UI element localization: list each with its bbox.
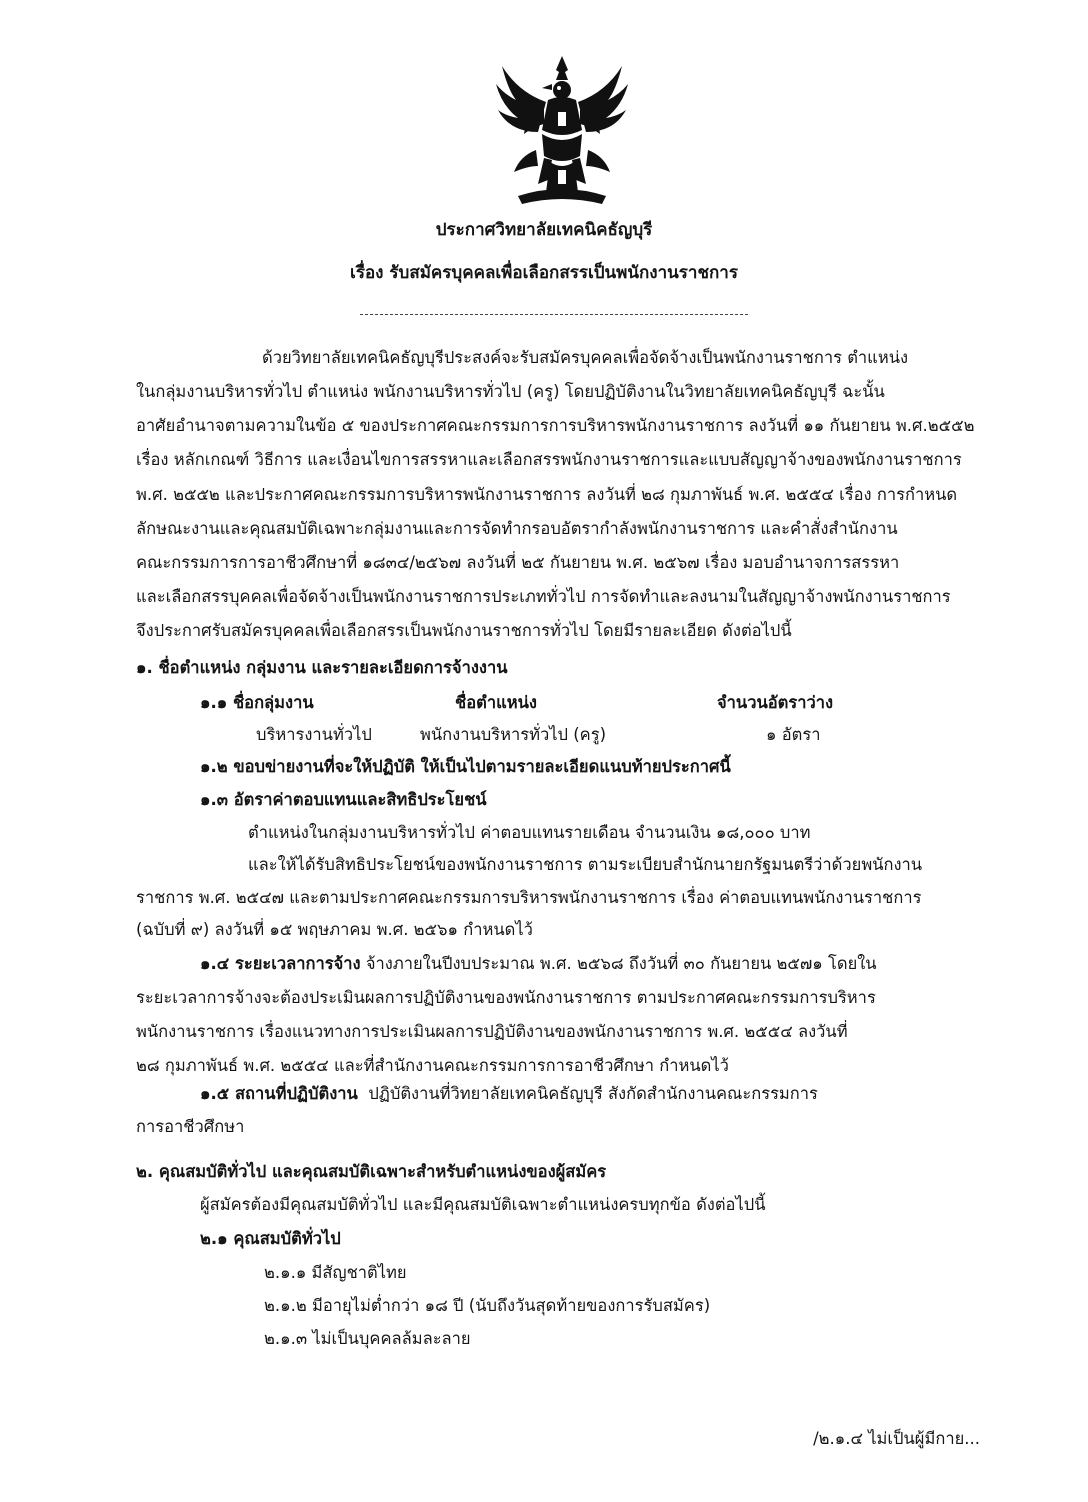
- section-1-4-label: ๑.๔ ระยะเวลาการจ้าง: [200, 954, 361, 973]
- intro-line: ในกลุ่มงานบริหารทั่วไป ตำแหน่ง พนักงานบริหารทั่วไป (ครู) โดยปฏิบัติงานในวิทยาลัยเทคนิคธัญบุรี ฉะนั้น: [136, 382, 885, 401]
- position-table-row: [200, 722, 860, 746]
- section-1-heading: ๑. ชื่อตำแหน่ง กลุ่มงาน และรายละเอียดการจ้างงาน: [136, 658, 508, 677]
- position-table-header: [200, 690, 860, 714]
- section-1-3-heading: ๑.๓ อัตราค่าตอบแทนและสิทธิประโยชน์: [200, 790, 487, 809]
- section-1-5-line: การอาชีวศึกษา: [136, 1117, 245, 1136]
- intro-line: และเลือกสรรบุคคลเพื่อจัดจ้างเป็นพนักงานราชการประเภททั่วไป การจัดทำและลงนามในสัญญาจ้างพนักงานราชการ: [136, 587, 951, 606]
- intro-line: เรื่อง หลักเกณฑ์ วิธีการ และเงื่อนไขการสรรหาและเลือกสรรพนักงานราชการและแบบสัญญาจ้างของพนักงานราชการ: [136, 450, 962, 469]
- cell-group: บริหารงานทั่วไป: [256, 725, 372, 744]
- intro-line: พ.ศ. ๒๕๕๒ และประกาศคณะกรรมการบริหารพนักงานราชการ ลงวันที่ ๒๘ กุมภาพันธ์ พ.ศ. ๒๕๕๔ เรื่อง การกำหนด: [136, 485, 958, 504]
- divider: [360, 314, 748, 315]
- section-2-intro: ผู้สมัครต้องมีคุณสมบัติทั่วไป และมีคุณสมบัติเฉพาะตำแหน่งครบทุกข้อ ดังต่อไปนี้: [200, 1195, 766, 1214]
- announcement-subject: เรื่อง รับสมัครบุคคลเพื่อเลือกสรรเป็นพนักงานราชการ: [350, 263, 738, 283]
- announcement-title: ประกาศวิทยาลัยเทคนิคธัญบุรี: [435, 220, 653, 240]
- intro-line: คณะกรรมการการอาชีวศึกษาที่ ๑๘๓๔/๒๕๖๗ ลงวันที่ ๒๕ กันยายน พ.ศ. ๒๕๖๗ เรื่อง มอบอำนาจการสรรหา: [136, 553, 900, 572]
- intro-line: อาศัยอำนาจตามความในข้อ ๕ ของประกาศคณะกรรมการการบริหารพนักงานราชการ ลงวันที่ ๑๑ กันยายน พ.ศ.๒๕๕๒: [136, 416, 975, 435]
- header-group: ๑.๑ ชื่อกลุ่มงาน: [200, 693, 314, 712]
- qualification-item: ๒.๑.๑ มีสัญชาติไทย: [264, 1263, 407, 1282]
- section-1-4-line: ๒๘ กุมภาพันธ์ พ.ศ. ๒๕๕๔ และที่สำนักงานคณะกรรมการการอาชีวศึกษา กำหนดไว้: [136, 1056, 729, 1075]
- section-1-5-label: ๑.๕ สถานที่ปฏิบัติงาน: [200, 1084, 358, 1103]
- section-2-heading: ๒. คุณสมบัติทั่วไป และคุณสมบัติเฉพาะสำหรับตำแหน่งของผู้สมัคร: [136, 1162, 607, 1181]
- section-1-5: ๑.๕ สถานที่ปฏิบัติงาน ปฏิบัติงานที่วิทยาลัยเทคนิคธัญบุรี สังกัดสำนักงานคณะกรรมการ: [200, 1084, 818, 1103]
- section-1-2: ๑.๒ ขอบข่ายงานที่จะให้ปฏิบัติ ให้เป็นไปตามรายละเอียดแนบท้ายประกาศนี้: [200, 757, 731, 776]
- intro-line: ด้วยวิทยาลัยเทคนิคธัญบุรีประสงค์จะรับสมัครบุคคลเพื่อจัดจ้างเป็นพนักงานราชการ ตำแหน่ง: [262, 348, 909, 367]
- section-1-3-line: (ฉบับที่ ๙) ลงวันที่ ๑๕ พฤษภาคม พ.ศ. ๒๕๖๑ กำหนดไว้: [136, 920, 533, 939]
- section-1-4-line: ระยะเวลาการจ้างจะต้องประเมินผลการปฏิบัติงานของพนักงานราชการ ตามประกาศคณะกรรมการบริหาร: [136, 988, 876, 1007]
- section-1-4: ๑.๔ ระยะเวลาการจ้าง จ้างภายในปีงบประมาณ พ.ศ. ๒๕๖๘ ถึงวันที่ ๓๐ กันยายน ๒๕๗๑ โดยใน: [200, 954, 877, 973]
- header-position: ชื่อตำแหน่ง: [455, 693, 537, 712]
- qualification-item: ๒.๑.๒ มีอายุไม่ต่ำกว่า ๑๘ ปี (นับถึงวันสุดท้ายของการรับสมัคร): [264, 1296, 711, 1315]
- cell-position: พนักงานบริหารทั่วไป (ครู): [420, 725, 607, 744]
- section-2-1-heading: ๒.๑ คุณสมบัติทั่วไป: [200, 1229, 341, 1248]
- header-vacancies: จำนวนอัตราว่าง: [717, 693, 834, 712]
- garuda-emblem-icon: [488, 50, 636, 208]
- section-1-4-line: พนักงานราชการ เรื่องแนวทางการประเมินผลการปฏิบัติงานของพนักงานราชการ พ.ศ. ๒๕๕๔ ลงวันที่: [136, 1022, 848, 1041]
- intro-line: ลักษณะงานและคุณสมบัติเฉพาะกลุ่มงานและการจัดทำกรอบอัตรากำลังพนักงานราชการ และคำสั่งสำนักงาน: [136, 519, 898, 538]
- section-1-3-line: ตำแหน่งในกลุ่มงานบริหารทั่วไป ค่าตอบแทนรายเดือน จำนวนเงิน ๑๘,๐๐๐ บาท: [248, 823, 811, 842]
- cell-vacancies: ๑ อัตรา: [766, 725, 821, 744]
- section-1-3-line: และให้ได้รับสิทธิประโยชน์ของพนักงานราชการ ตามระเบียบสำนักนายกรัฐมนตรีว่าด้วยพนักงาน: [248, 855, 923, 874]
- intro-line: จึงประกาศรับสมัครบุคคลเพื่อเลือกสรรเป็นพนักงานราชการทั่วไป โดยมีรายละเอียด ดังต่อไปนี้: [136, 621, 792, 640]
- qualification-item: ๒.๑.๓ ไม่เป็นบุคคลล้มละลาย: [264, 1329, 471, 1348]
- section-1-3-line: ราชการ พ.ศ. ๒๕๔๗ และตามประกาศคณะกรรมการบริหารพนักงานราชการ เรื่อง ค่าตอบแทนพนักงานราชการ: [136, 888, 922, 907]
- continuation-marker: /๒.๑.๔ ไม่เป็นผู้มีกาย...: [813, 1429, 980, 1448]
